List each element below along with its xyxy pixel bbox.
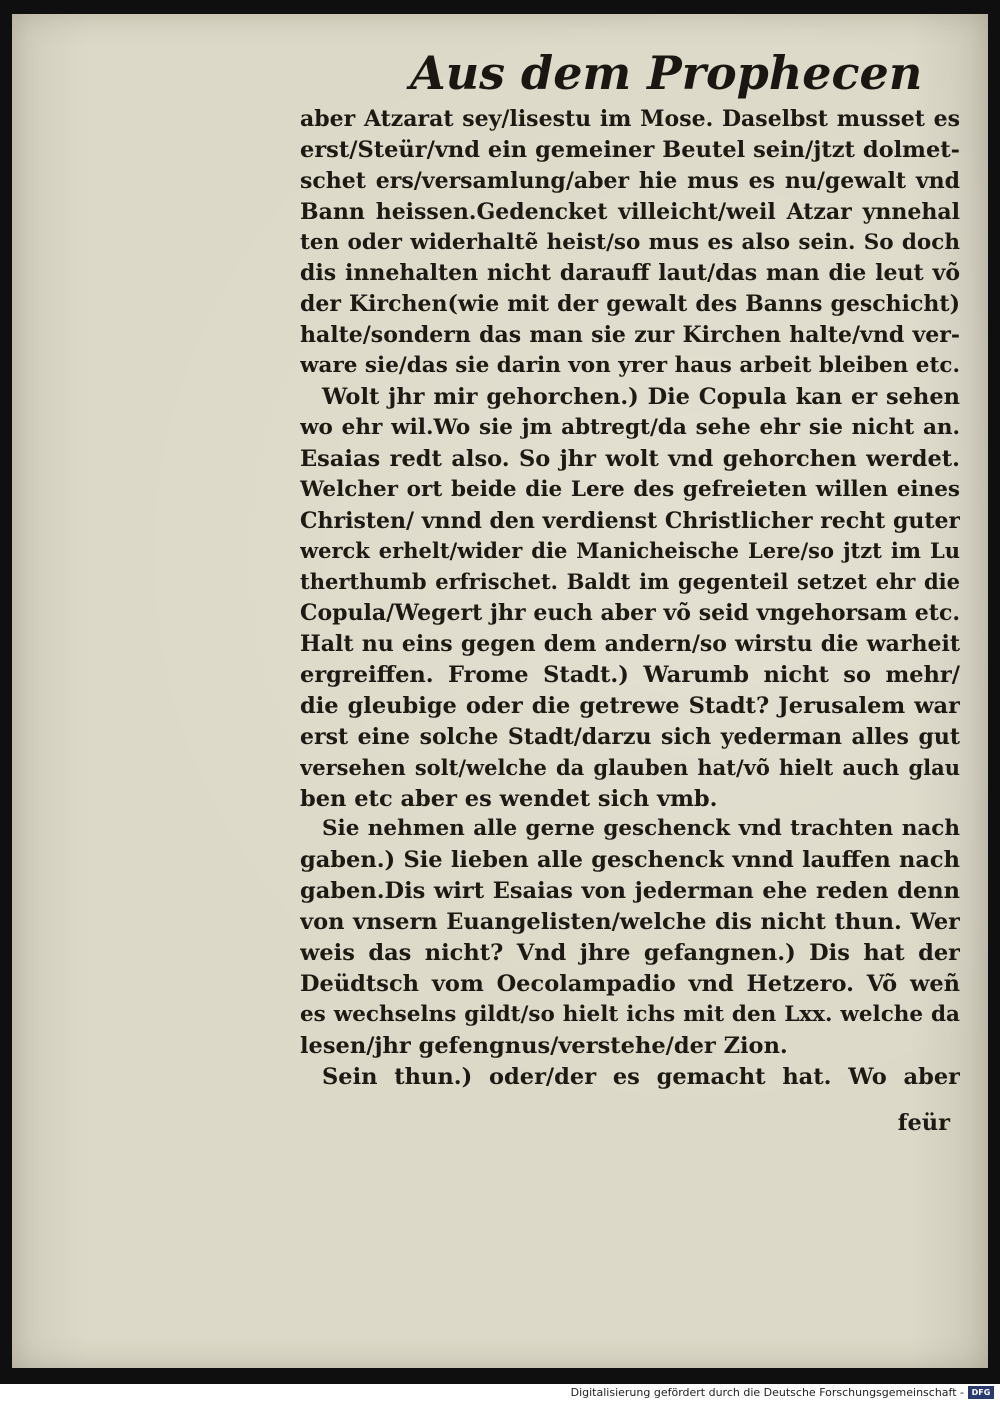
text-line: gaben.) Sie lieben alle geschenck vnnd lauffen nach [300,847,960,874]
running-head: Aus dem Prophecen [410,46,923,100]
text-line: werck erhelt/wider die Manicheische Lere/so jtzt im Lu [300,538,960,564]
text-line: ware sie/das sie darin von yrer haus arbeit bleiben etc. [300,353,960,379]
text-line: es wechselns gildt/so hielt ichs mit den Lxx. welche da [300,1001,960,1027]
text-line: die gleubige oder die getrewe Stadt? Jerusalem war [300,692,960,719]
dfg-logo-icon: DFG [968,1386,994,1399]
text-line: erst/Steür/vnd ein gemeiner Beutel sein/jtzt dolmet- [300,136,960,163]
text-line: therthumb erfrischet. Baldt im gegenteil setzet ehr die [300,569,960,595]
text-line: aber Atzarat sey/lisestu im Mose. Daselbst musset es [300,106,960,132]
text-line: versehen solt/welche da glauben hat/võ hielt auch glau [300,754,960,780]
text-line: halte/sondern das man sie zur Kirchen halte/vnd ver- [300,322,960,349]
text-line: Wolt jhr mir gehorchen.) Die Copula kan er sehen [322,384,960,411]
text-line: Sein thun.) oder/der es gemacht hat. Wo aber [322,1063,960,1090]
text-line: Welcher ort beide die Lere des gefreieten willen eines [300,476,960,502]
text-line: Copula/Wegert jhr euch aber võ seid vngehorsam etc. [300,600,960,627]
text-line: ten oder widerhaltẽ heist/so mus es also sein. So doch [300,229,960,255]
text-line: wo ehr wil.Wo sie jm abtregt/da sehe ehr sie nicht an. [300,414,960,440]
text-line: lesen/jhr gefengnus/verstehe/der Zion. [300,1032,788,1059]
text-line: ergreiffen. Frome Stadt.) Warumb nicht so mehr/ [300,662,960,689]
text-line: der Kirchen(wie mit der gewalt des Banns geschicht) [300,291,960,318]
text-line: weis das nicht? Vnd jhre gefangnen.) Dis hat der [300,940,960,967]
text-line: Esaias redt also. So jhr wolt vnd gehorchen werdet. [300,445,960,472]
text-line: gaben.Dis wirt Esaias von jederman ehe reden denn [300,878,960,905]
text-line: Sie nehmen alle gerne geschenck vnd trachten nach [322,816,960,842]
footer [0,1384,1000,1402]
body-text [300,104,960,1093]
text-line: Bann heissen.Gedencket villeicht/weil Atzar ynnehal [300,198,960,225]
text-line: dis innehalten nicht darauff laut/das man die leut võ [300,260,960,287]
catchword: feür [897,1110,950,1136]
text-line: ben etc aber es wendet sich vmb. [300,785,718,812]
text-line: von vnsern Euangelisten/welche dis nicht thun. Wer [300,909,960,936]
text-line: schet ers/versamlung/aber hie mus es nu/gewalt vnd [300,167,960,194]
text-line: Deüdtsch vom Oecolampadio vnd Hetzero. Võ weñ [300,970,960,997]
funding-credit: Digitalisierung gefördert durch die Deutsche Forschungsgemeinschaft - [570,1386,964,1399]
text-line: Christen/ vnnd den verdienst Christlicher recht guter [300,507,960,534]
text-line: erst eine solche Stadt/darzu sich yederman alles gut [300,723,960,750]
text-line: Halt nu eins gegen dem andern/so wirstu die warheit [300,631,960,658]
